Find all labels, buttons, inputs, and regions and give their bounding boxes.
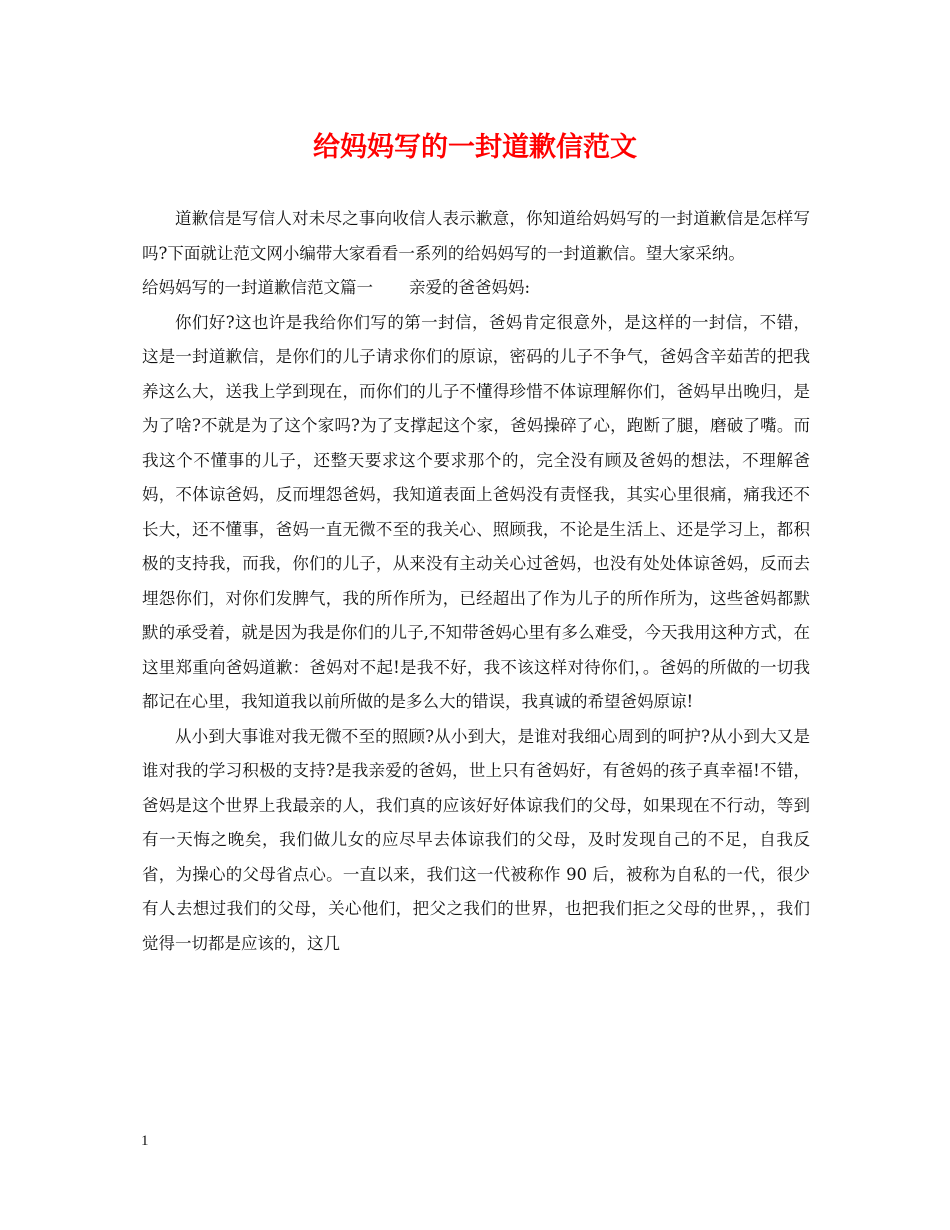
section-heading: 给妈妈写的一封道歉信范文篇一 bbox=[142, 278, 373, 297]
body-paragraph-2: 从小到大事谁对我无微不至的照顾?从小到大，是谁对我细心周到的呵护?从小到大又是谁对我的学习积极的支持?是我亲爱的爸妈，世上只有爸妈好，有爸妈的孩子真幸福!不错，爸妈是这个世界上我最亲的人，我们真的应该好好体谅我们的父母，如果现在不行动，等到有一天悔之晚矣，我们做儿女的应尽早去体谅我们的父母，及时发现自己的不足，自我反省，为操心的父母省点心。一直以来，我们这一代被称作 90 后，被称为自私的一代，很少有人去想过我们的父母，关心他们，把父之我们的世界，也把我们拒之父母的世界，，我们觉得一切都是应该的，这几 bbox=[142, 726, 810, 953]
body-paragraph-1: 你们好?这也许是我给你们写的第一封信，爸妈肯定很意外，是这样的一封信，不错，这是一封道歉信，是你们的儿子请求你们的原谅，密码的儿子不争气，爸妈含辛茹苦的把我养这么大，送我上学到现在，而你们的儿子不懂得珍惜不体谅理解你们，爸妈早出晚归，是为了啥?不就是为了这个家吗?为了支撑起这个家，爸妈操碎了心，跑断了腿，磨破了嘴。而我这个不懂事的儿子，还整天要求这个要求那个的，完全没有顾及爸妈的想法，不理解爸妈，不体谅爸妈，反而埋怨爸妈，我知道表面上爸妈没有责怪我，其实心里很痛，痛我还不长大，还不懂事，爸妈一直无微不至的我关心、照顾我，不论是生活上、还是学习上，都积极的支持我，而我，你们的儿子，从来没有主动关心过爸妈，也没有处处体谅爸妈，反而去埋怨你们，对你们发脾气，我的所作所为，已经超出了作为儿子的所作所为，这些爸妈都默默的承受着，就是因为我是你们的儿子,不知带爸妈心里有多么难受，今天我用这种方式，在这里郑重向爸妈道歉：爸妈对不起!是我不好，我不该这样对待你们，。爸妈的所做的一切我都记在心里，我知道我以前所做的是多么大的错误，我真诚的希望爸妈原谅! bbox=[142, 312, 810, 711]
page-number: 1 bbox=[141, 1133, 149, 1149]
salutation: 亲爱的爸爸妈妈: bbox=[409, 278, 531, 297]
intro-paragraph: 道歉信是写信人对未尽之事向收信人表示歉意，你知道给妈妈写的一封道歉信是怎样写吗?下面就让范文网小编带大家看看一系列的给妈妈写的一封道歉信。望大家采纳。 bbox=[142, 209, 810, 263]
section-heading-line bbox=[142, 271, 810, 306]
document-body bbox=[142, 202, 810, 961]
document-title: 给妈妈写的一封道歉信范文 bbox=[313, 132, 637, 163]
